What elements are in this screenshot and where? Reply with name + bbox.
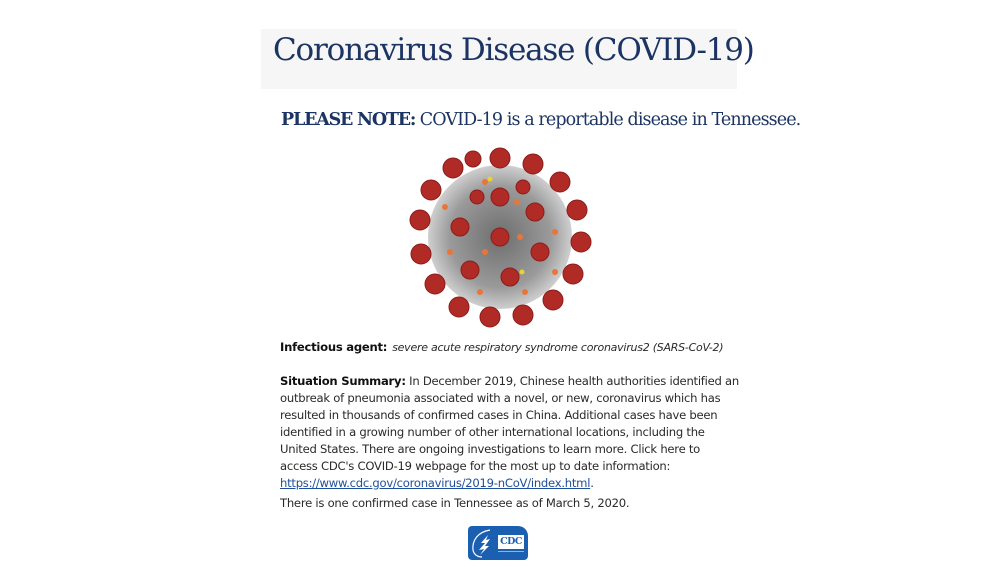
situation-summary-label: Situation Summary: (280, 374, 406, 388)
cdc-covid-link[interactable]: https://www.cdc.gov/coronavirus/2019-nCoV/index.html (280, 476, 591, 490)
cdc-logo-rule (498, 551, 524, 552)
notice-label: PLEASE NOTE: (281, 110, 416, 130)
page-header (261, 29, 754, 89)
situation-summary (280, 373, 740, 492)
hhs-eagle-icon (468, 526, 498, 560)
situation-summary-text: In December 2019, Chinese health authorities identified an outbreak of pneumonia associated with a novel, or new, coronavirus which has resulted in thousands of confirmed cases in China. Additional cases have been identified in a growing number of other international locations, including the United States. There are ongoing investigations to learn more. Click here to access CDC's COVID-19 webpage for the most up to date information: (280, 374, 739, 473)
infectious-agent (280, 339, 740, 356)
cdc-logo (468, 526, 528, 560)
infectious-agent-value: severe acute respiratory syndrome coronavirus2 (SARS-CoV-2) (392, 341, 724, 354)
infectious-agent-label: Infectious agent: (280, 340, 388, 354)
coronavirus-illustration-icon (405, 142, 595, 330)
notice-text: COVID-19 is a reportable disease in Tennessee. (415, 110, 801, 130)
reportable-notice (281, 107, 800, 133)
cdc-logo-text: CDC (498, 535, 524, 549)
page-title: Coronavirus Disease (COVID-19) (273, 32, 754, 68)
summary-trailing-period: . (590, 476, 594, 490)
confirmed-cases-statement: There is one confirmed case in Tennessee as of March 5, 2020. (280, 496, 630, 510)
